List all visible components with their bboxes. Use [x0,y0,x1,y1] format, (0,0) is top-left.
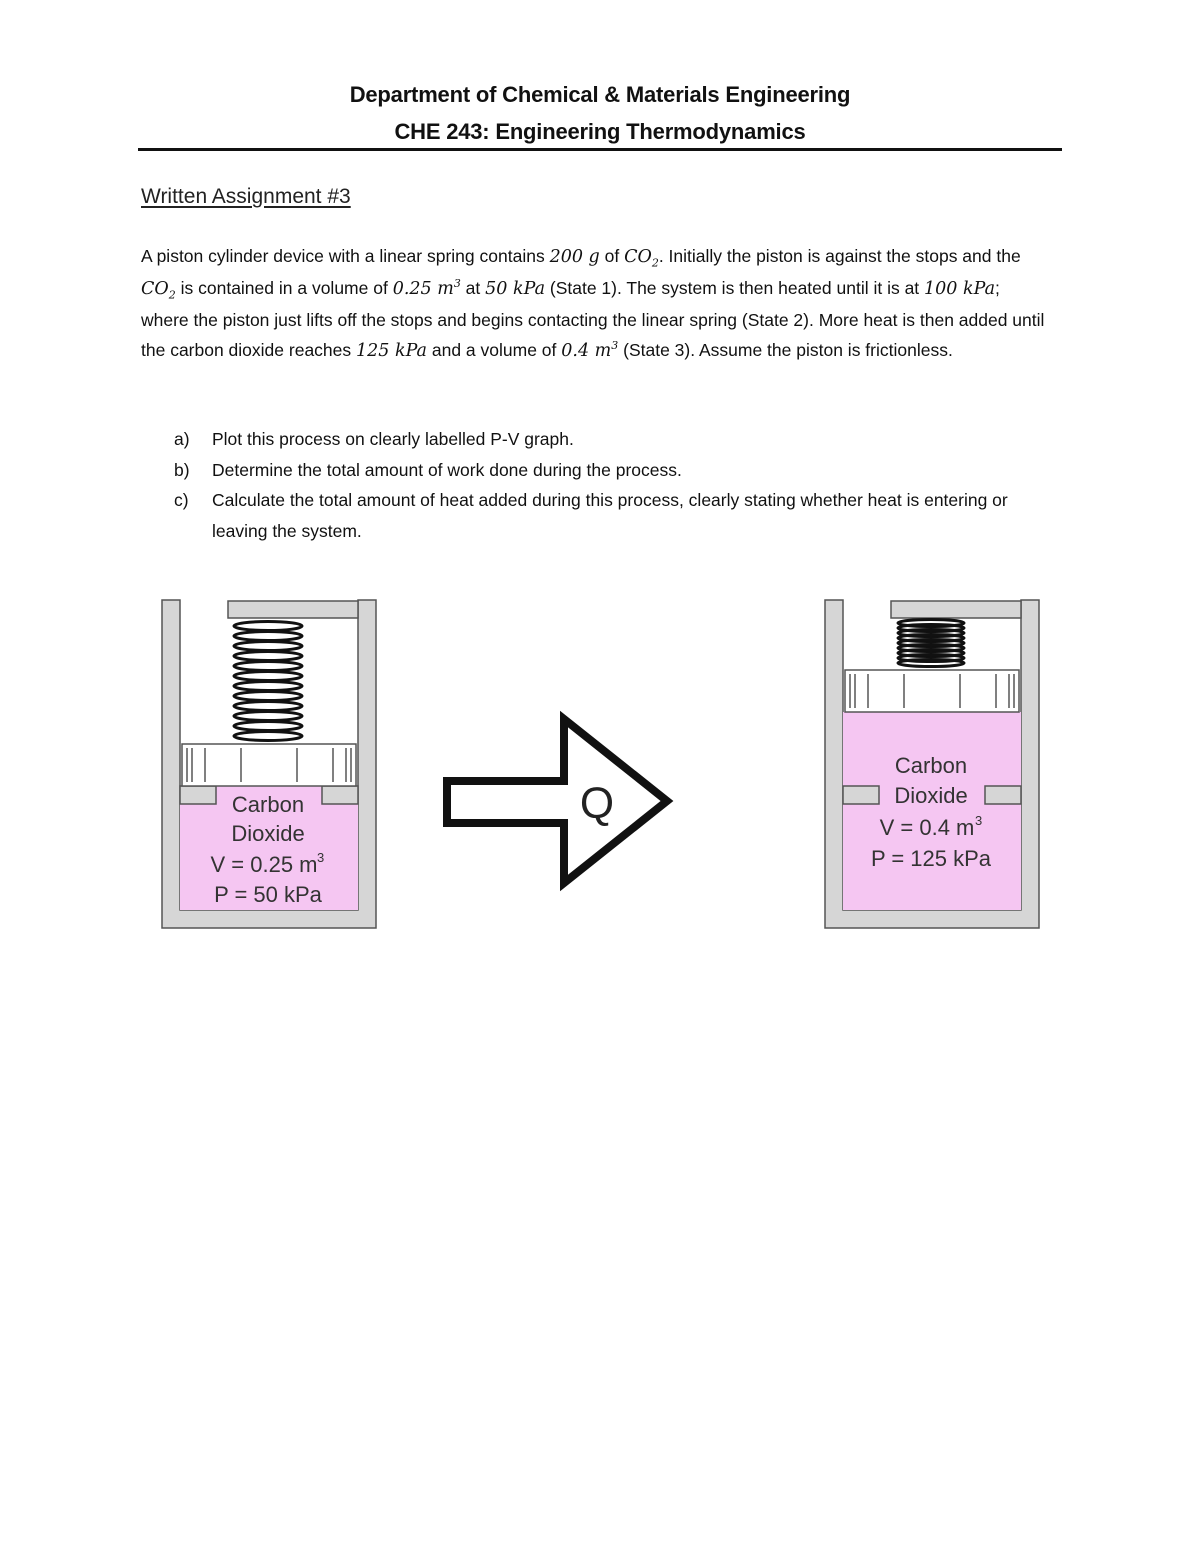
stop-right [985,786,1021,804]
question-text: Plot this process on clearly labelled P-V graph. [212,429,574,449]
math-pressure-2: 100 kPa [924,278,996,299]
stop-right [322,786,358,804]
state-1-volume: V = 0.25 m [210,852,318,877]
math-pressure-3: 125 kPa [356,341,427,362]
question-text: Determine the total amount of work done during the process. [212,459,682,480]
state-1-pressure: P = 50 kPa [214,882,322,907]
problem-text-7: ; where the piston just lifts off the stops and begins contacting the linear spring (State 2). More heat is then added until the carbon dioxide reaches [141,277,1045,361]
state-3-pressure: P = 125 kPa [870,846,992,871]
math-co2: $CO_2$ [624,247,659,270]
spring [234,622,302,741]
state-3-volume-exponent: 3 [975,813,983,828]
stop-left [180,786,216,804]
top-plate [891,601,1021,618]
problem-text-3: . Initially the piston is against the stops and the [658,246,1021,266]
state-3-label-line2: Dioxide [894,783,968,808]
state-3-cylinder [825,600,1039,928]
heat-arrow [447,719,667,883]
math-co2-2: $CO_2$ [141,278,176,302]
math-mass: 200 g [549,247,600,267]
state-3-label-line1: Carbon [894,753,968,778]
question-letter: c) [174,490,189,510]
department-title: Department of Chemical & Materials Engineering [349,82,851,107]
state-3-volume: V = 0.4 m [879,815,975,840]
problem-text-2: of [599,246,625,266]
math-volume-3: 0.4 $m^3$ [561,339,619,362]
problem-text-9: (State 3). Assume the piston is frictionless. [618,340,953,361]
arrow-icon [447,719,667,883]
heat-label: Q [579,779,615,828]
piston [182,744,356,786]
course-title: CHE 243: Engineering Thermodynamics [394,119,806,144]
problem-text-8: and a volume of [427,340,562,361]
problem-text-6: (State 1). The system is then heated until it is at [545,277,925,298]
question-letter: b) [174,459,190,480]
state-1-label-line2: Dioxide [231,821,305,846]
question-letter: a) [174,429,190,449]
problem-text-5: at [460,277,486,298]
problem-text-1: A piston cylinder device with a linear spring contains [141,246,550,266]
stop-left [843,786,879,804]
assignment-title: Written Assignment #3 [141,185,351,208]
question-text: Calculate the total amount of heat added during this process, clearly stating whether heat is entering or leaving the system. [212,490,1008,541]
math-pressure-1: 50 kPa [485,278,545,299]
state-1-cylinder [162,600,376,928]
problem-text-4: is contained in a volume of [175,277,393,298]
top-plate [228,601,358,618]
gas-region [843,712,1021,910]
state-1-label-line1: Carbon [231,792,305,817]
piston [845,670,1019,712]
state-1-volume-exponent: 3 [317,850,325,865]
math-volume-1: 0.25 $m^3$ [392,276,461,299]
spring [898,620,964,667]
